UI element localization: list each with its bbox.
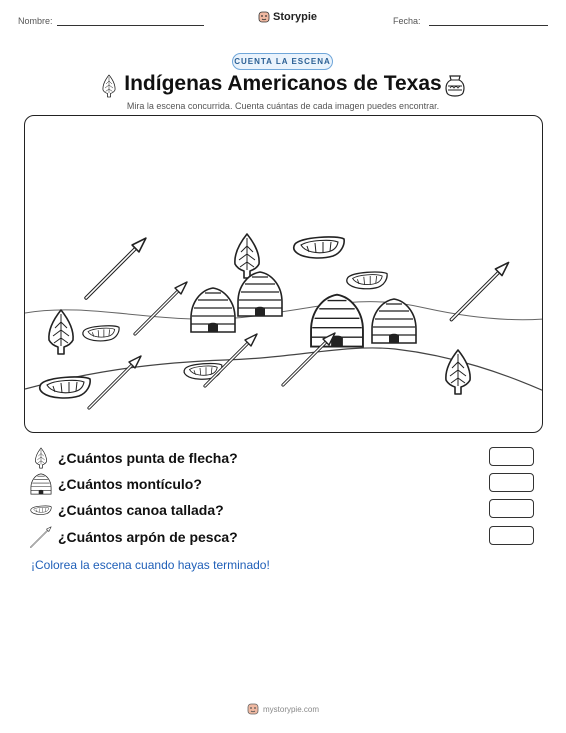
date-label: Fecha: bbox=[393, 16, 421, 26]
instructions: Mira la escena concurrida. Cuenta cuántas de cada imagen puedes encontrar. bbox=[126, 101, 440, 111]
canoe-mark bbox=[83, 326, 119, 341]
canoe-mark bbox=[347, 272, 387, 289]
answer-box-harpoon[interactable] bbox=[489, 526, 534, 545]
mound-mark bbox=[191, 288, 235, 332]
arrowhead-icon bbox=[30, 447, 52, 469]
canoe-mark bbox=[294, 237, 344, 258]
canoe-mark bbox=[40, 377, 90, 398]
mound-icon bbox=[30, 473, 52, 495]
date-field[interactable] bbox=[429, 25, 548, 26]
page-footer bbox=[0, 703, 566, 715]
mound-mark bbox=[372, 299, 416, 343]
storypie-mascot-icon bbox=[258, 11, 270, 23]
question-row bbox=[30, 473, 202, 495]
question-row bbox=[30, 447, 238, 469]
harpoon-mark bbox=[89, 356, 141, 408]
canoe-icon bbox=[30, 499, 52, 521]
question-text: ¿Cuántos canoa tallada? bbox=[58, 502, 224, 518]
page-title: Indígenas Americanos de Texas bbox=[124, 72, 442, 95]
question-row bbox=[30, 526, 238, 548]
activity-badge: CUENTA LA ESCENA bbox=[232, 53, 333, 70]
harpoon-mark bbox=[86, 238, 146, 298]
harpoon-mark bbox=[451, 262, 508, 319]
name-field[interactable] bbox=[57, 25, 204, 26]
arrowhead-mark bbox=[446, 350, 470, 394]
scene-illustration bbox=[25, 116, 543, 433]
answer-box-mound[interactable] bbox=[489, 473, 534, 492]
coloring-note: ¡Colorea la escena cuando hayas terminado! bbox=[31, 558, 270, 572]
question-text: ¿Cuántos arpón de pesca? bbox=[58, 529, 238, 545]
answer-box-canoe[interactable] bbox=[489, 499, 534, 518]
scene-panel bbox=[24, 115, 543, 433]
harpoon-icon bbox=[30, 526, 52, 548]
question-text: ¿Cuántos montículo? bbox=[58, 476, 202, 492]
brand-logo bbox=[258, 11, 317, 23]
answer-box-arrowhead[interactable] bbox=[489, 447, 534, 466]
storypie-mascot-icon bbox=[247, 703, 259, 715]
name-label: Nombre: bbox=[18, 16, 53, 26]
arrowhead-mark bbox=[235, 234, 259, 278]
footer-url: mystorypie.com bbox=[262, 704, 319, 714]
question-row bbox=[30, 499, 224, 521]
harpoon-mark bbox=[283, 333, 335, 385]
pottery-jar-icon bbox=[444, 74, 466, 100]
harpoon-mark bbox=[135, 282, 187, 334]
arrowhead-mark bbox=[49, 310, 73, 354]
question-text: ¿Cuántos punta de flecha? bbox=[58, 450, 238, 466]
brand-name: Storypie bbox=[273, 11, 318, 23]
